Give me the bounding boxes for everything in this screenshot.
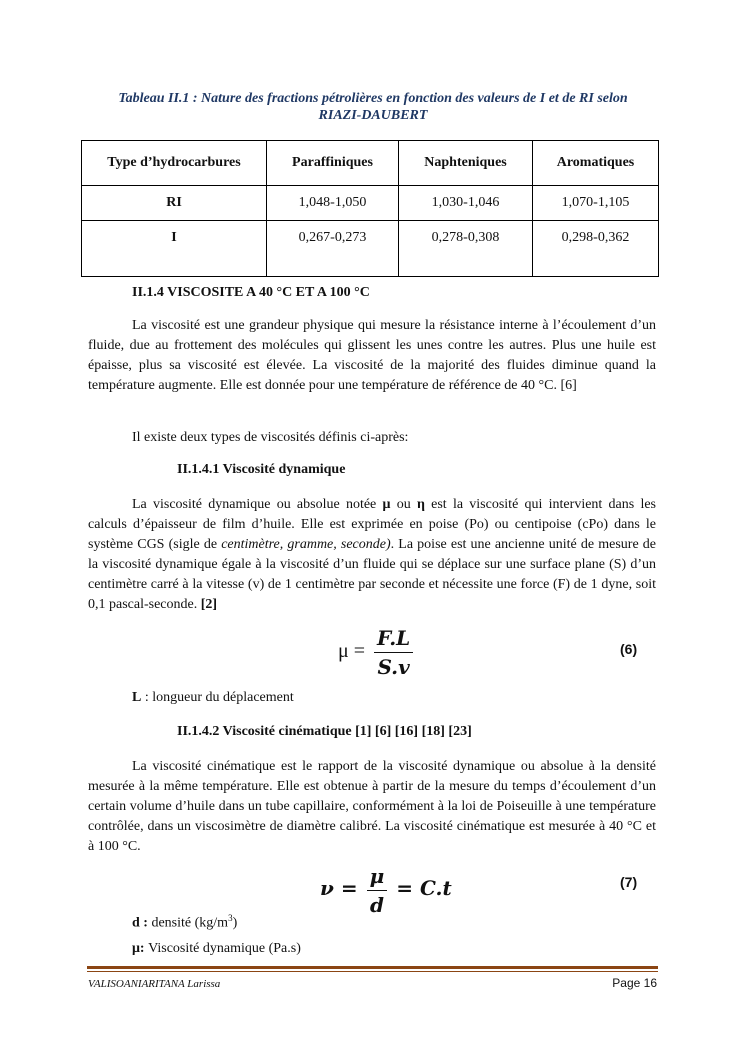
table-cell: I <box>82 221 267 277</box>
equation-lhs: ν = <box>320 876 358 901</box>
equation-number-6: (6) <box>620 641 638 657</box>
footer-page-number: Page 16 <box>612 976 657 990</box>
definition-text: : longueur du déplacement <box>141 690 294 705</box>
definition-text: ) <box>232 915 238 931</box>
reference: [2] <box>200 597 218 612</box>
equation-7 <box>320 864 452 917</box>
table-header-row <box>82 141 659 186</box>
paragraph-viscosity-intro: La viscosité est une grandeur physique qui mesure la résistance interne à l’écoulement d’un fluide, due au frottement des molécules qui glissent les unes contre les autres. Plus une huile est épaisse, plus sa viscosité est élevée. La viscosité de la majorité des fluides diminue quand la température augmente. Elle est donnée pour une température de référence de 40 °C. [6] <box>88 318 656 393</box>
equation-denominator: S.v <box>377 655 410 679</box>
equation-6 <box>338 626 417 679</box>
definition-text: densité (kg/m <box>147 915 229 931</box>
text-run: est la viscosité qui intervient dans les calculs d’épaisseur de film d’huile. Elle est exprimée en poise (Po) ou centipoise (cPo) dans le système CGS (sigle de <box>88 497 657 552</box>
table-header-cell: Aromatiques <box>533 141 659 186</box>
equation-lhs: μ = <box>338 640 366 663</box>
table-row <box>82 221 659 277</box>
definition-symbol: d : <box>132 915 148 931</box>
hydrocarbon-table <box>81 140 659 277</box>
footer-rule <box>87 966 658 969</box>
equation-numerator: F.L <box>374 626 413 653</box>
cgs-definition: centimètre, gramme, seconde) <box>221 537 391 552</box>
text-run: La viscosité dynamique ou absolue notée <box>132 497 383 512</box>
paragraph-two-types: Il existe deux types de viscosités définis ci-après: <box>132 430 409 445</box>
footer-rule-thin <box>87 971 658 972</box>
paragraph-dynamic-viscosity <box>88 495 656 615</box>
subsection-heading-kinematic: II.1.4.2 Viscosité cinématique [1] [6] [16] [18] [23] <box>177 724 472 739</box>
definition-mu <box>132 939 301 959</box>
footer-author: VALISOANIARITANA Larissa <box>88 978 221 990</box>
table-cell: 0,267-0,273 <box>267 221 399 277</box>
table-row <box>82 186 659 221</box>
table-cell: 0,278-0,308 <box>399 221 533 277</box>
table-header-cell: Paraffiniques <box>267 141 399 186</box>
eta-symbol: η <box>416 497 425 512</box>
table-cell: 0,298-0,362 <box>533 221 659 277</box>
superscript: 3 <box>228 913 233 923</box>
equation-numerator: μ <box>367 864 388 891</box>
definition-d <box>132 908 237 934</box>
table-header-cell: Naphteniques <box>399 141 533 186</box>
table-cell: 1,030-1,046 <box>399 186 533 221</box>
text-run: . La poise est une ancienne unité de mesure de la viscosité dynamique égale à la viscosité d’un fluide qui se déplace sur une surface plane (S) d’un centimètre carré à la vitesse (v) de 1 centimètre par seconde et nécessite une force (F) de 1 dyne, soit 0,1 pascal-seconde. <box>88 537 657 612</box>
table-cell: 1,070-1,105 <box>533 186 659 221</box>
table-cell: RI <box>82 186 267 221</box>
definition-symbol: L <box>132 690 142 705</box>
section-heading: II.1.4 VISCOSITE A 40 °C ET A 100 °C <box>132 285 370 300</box>
equation-fraction <box>367 864 388 917</box>
paragraph-kinematic-viscosity: La viscosité cinématique est le rapport de la viscosité dynamique ou absolue à la densité mesurée à la même température. Elle est obtenue à partir de la mesure du temps d’écoulement d’un certain volume d’huile dans un tube capillaire, conformément à la loi de Poiseuille à une température contrôlée, dans un viscosimètre de diamètre calibré. La viscosité cinématique est mesurée à 40 °C et à 100 °C. <box>88 759 656 854</box>
table-caption <box>88 90 658 124</box>
equation-fraction <box>374 626 413 679</box>
equation-rhs: = C.t <box>396 876 452 901</box>
definition-text: Viscosité dynamique (Pa.s) <box>144 941 301 956</box>
table-caption-line1: Tableau II.1 : Nature des fractions pétrolières en fonction des valeurs de I et de RI selon <box>118 91 628 106</box>
subsection-heading-dynamic: II.1.4.1 Viscosité dynamique <box>177 462 346 477</box>
table-header-cell: Type d’hydrocarbures <box>82 141 267 186</box>
definition-L <box>132 688 294 708</box>
definition-symbol: μ: <box>132 941 145 956</box>
mu-symbol: μ <box>382 497 391 512</box>
text-run: ou <box>390 497 417 512</box>
equation-number-7: (7) <box>620 874 638 890</box>
table-cell: 1,048-1,050 <box>267 186 399 221</box>
equation-denominator: d <box>369 893 384 917</box>
table-caption-line2: RIAZI-DAUBERT <box>318 108 428 123</box>
